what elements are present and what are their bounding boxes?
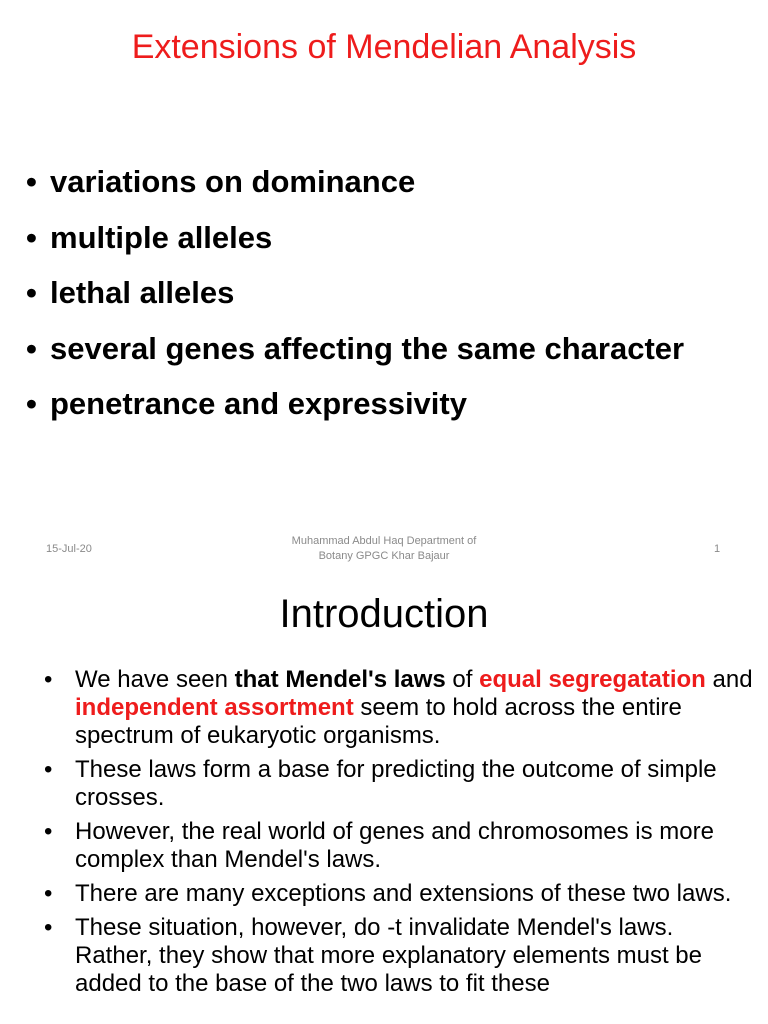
bullet-icon: •	[26, 330, 37, 366]
bullet-icon: •	[44, 666, 53, 693]
highlight-text: equal segregatation	[479, 666, 706, 693]
bullet-icon: •	[26, 219, 37, 255]
footer-author	[250, 534, 518, 564]
bullet-icon: •	[26, 386, 37, 421]
bullet-icon: •	[44, 756, 53, 783]
slide-title: Introduction	[279, 592, 489, 636]
footer-date: 15-Jul-20	[46, 543, 92, 555]
bullet-list	[44, 666, 756, 1004]
list-item: • variations on dominance	[26, 154, 684, 210]
bullet-icon: •	[44, 818, 53, 845]
bullet-icon: •	[44, 914, 53, 941]
list-item: • penetrance and expressivity	[26, 376, 684, 432]
emphasis-text: that Mendel's laws	[234, 666, 446, 693]
bullet-icon: •	[44, 880, 53, 907]
list-item: • These laws form a base for predicting the outcome of simple crosses.	[44, 756, 717, 811]
list-item: • lethal alleles	[26, 265, 684, 321]
highlight-text: independent assortment	[75, 694, 354, 721]
bullet-list	[26, 154, 684, 432]
list-item: • These situation, however, do -t invalidate Mendel's laws. Rather, they show that more explanatory elements must be added to the base of the two laws to fit these	[44, 914, 702, 997]
list-item: • multiple alleles	[26, 210, 684, 266]
list-item: • However, the real world of genes and chromosomes is more complex than Mendel's laws.	[44, 818, 714, 873]
list-item: • We have seen that Mendel's laws of equal segregatation and independent assortment seem to hold across the entire spectrum of eukaryotic organisms.	[44, 666, 753, 749]
footer-author-line: Muhammad Abdul Haq Department of	[291, 535, 477, 547]
list-item: • several genes affecting the same character	[26, 321, 684, 377]
slide-2	[0, 576, 768, 1024]
page-number: 1	[714, 543, 721, 555]
slide-title: Extensions of Mendelian Analysis	[131, 28, 637, 66]
bullet-icon: •	[26, 275, 37, 310]
bullet-icon: •	[26, 164, 37, 199]
footer-author-line: Botany GPGC Khar Bajaur	[318, 550, 450, 562]
list-item: • There are many exceptions and extensions of these two laws.	[44, 880, 732, 907]
